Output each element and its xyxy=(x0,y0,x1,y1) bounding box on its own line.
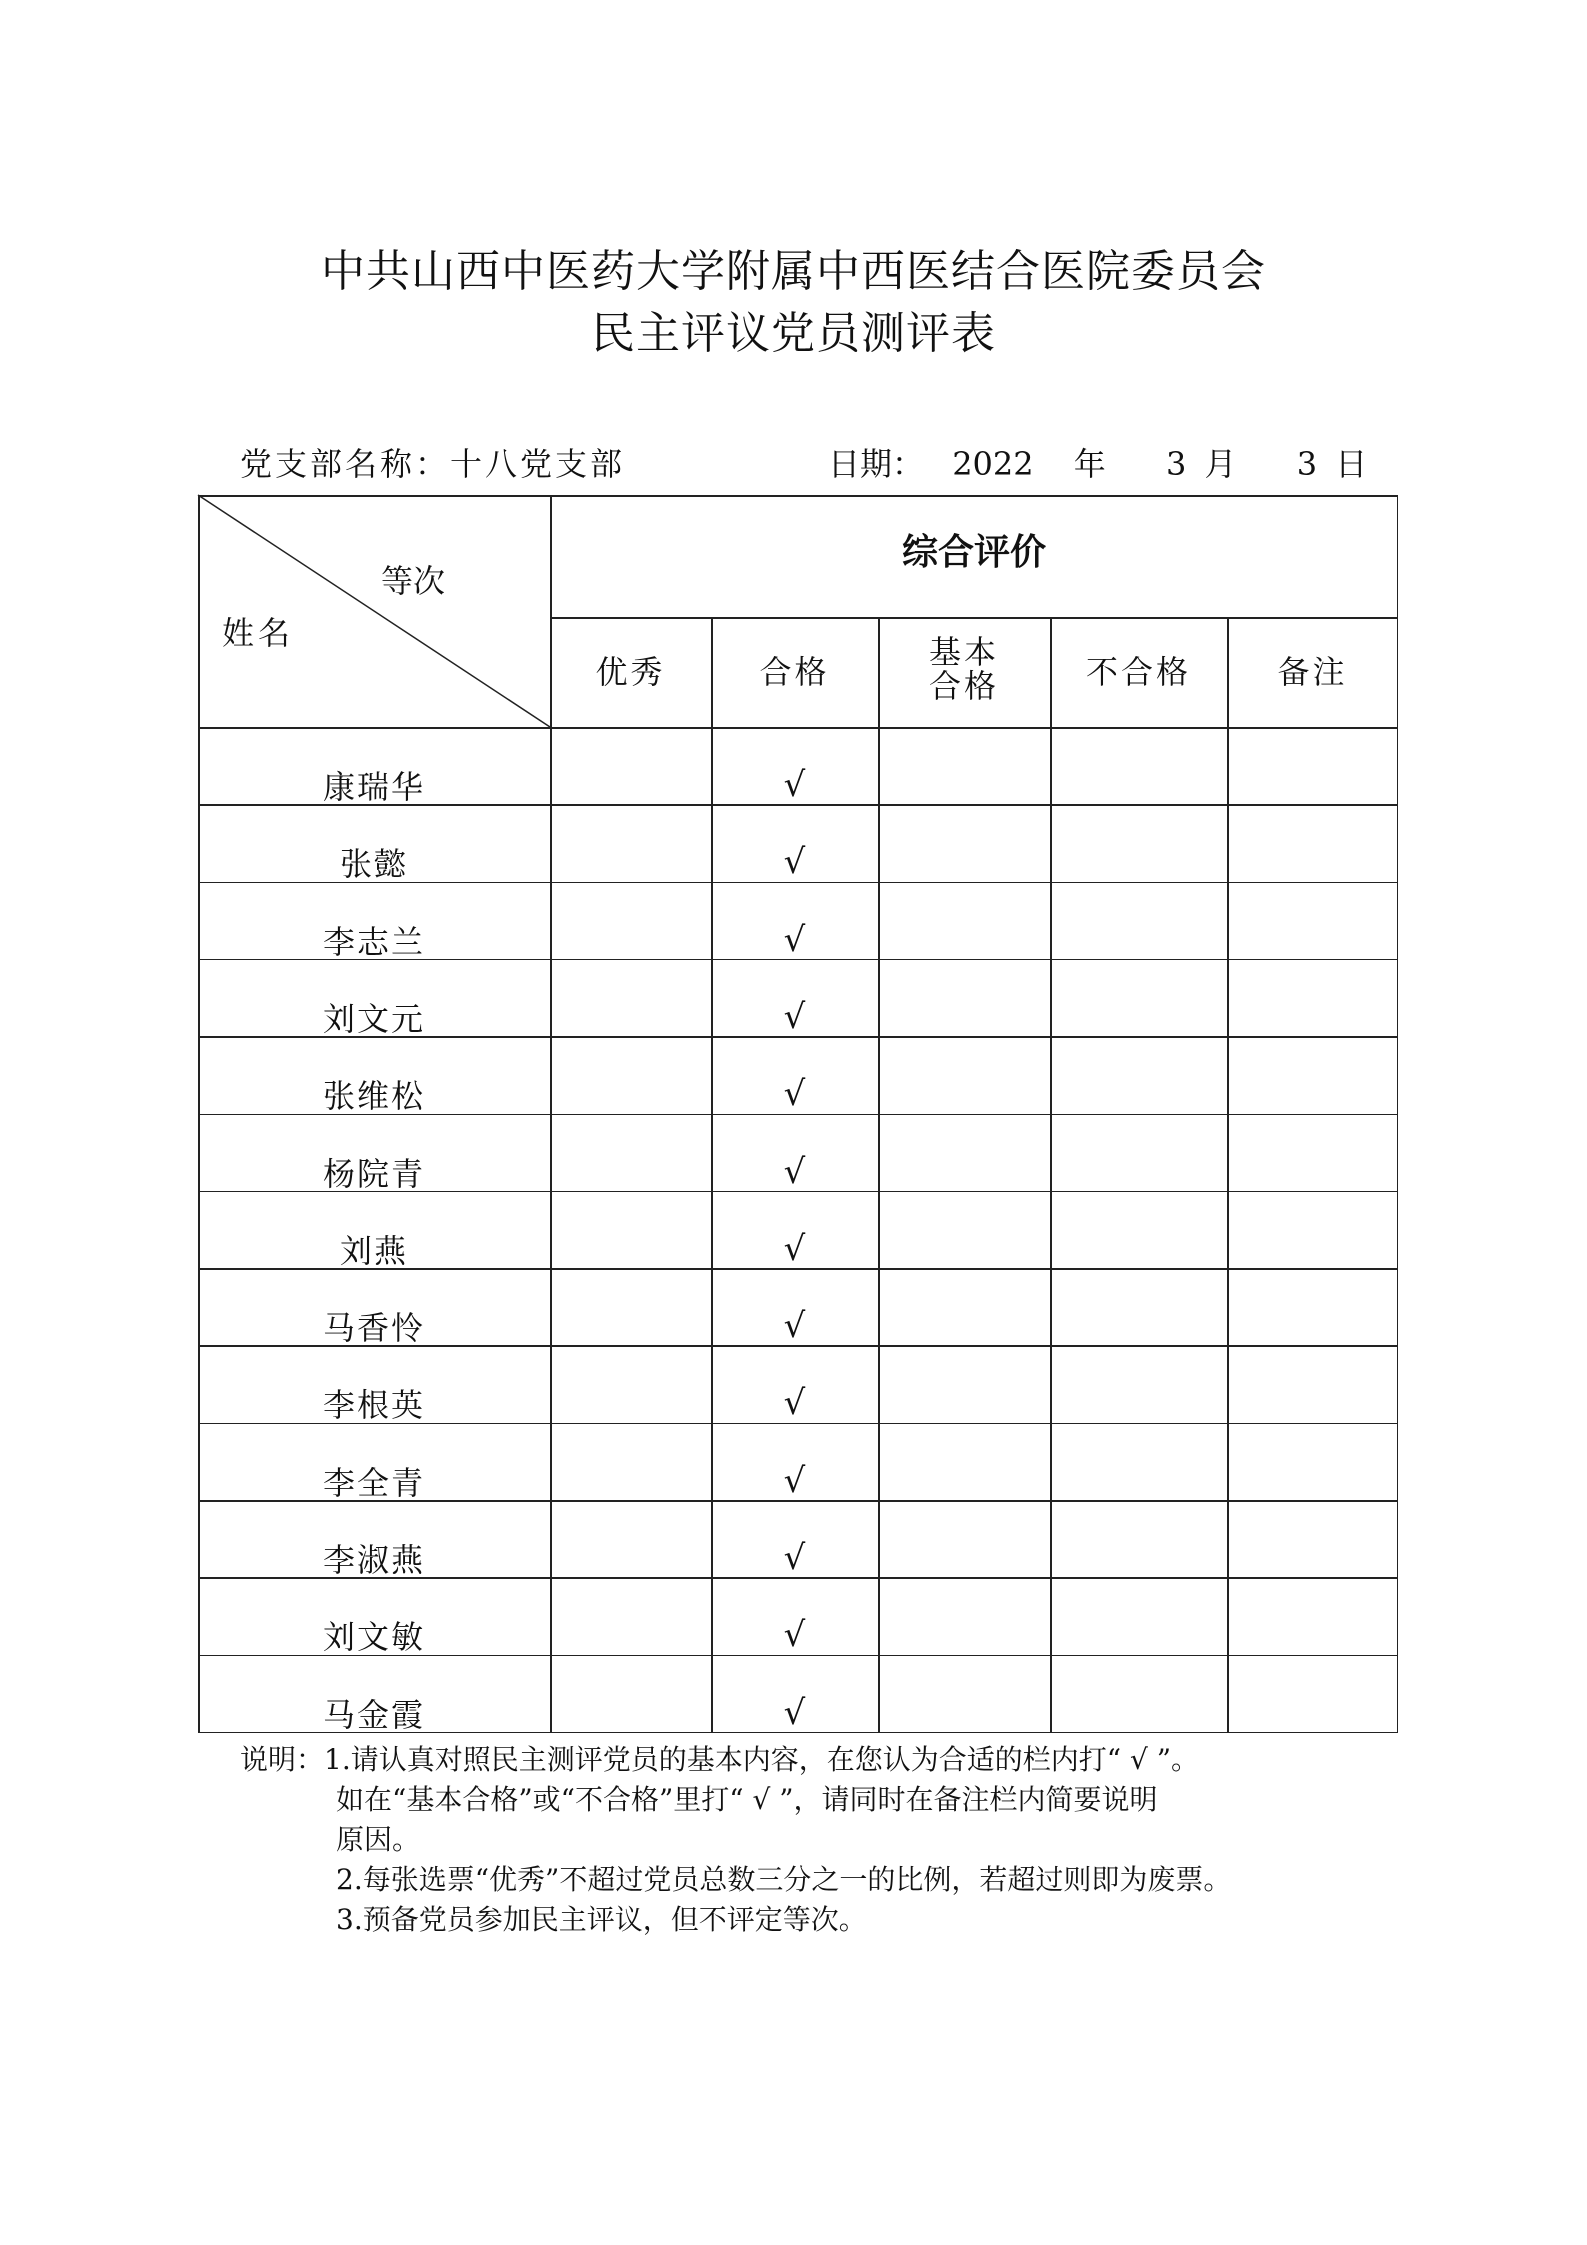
note-item-1-cont: 如在“基本合格”或“不合格”里打“ √ ”，请同时在备注栏内简要说明 xyxy=(336,1783,1158,1816)
check-mark: √ xyxy=(783,919,806,960)
check-mark: √ xyxy=(783,1228,806,1269)
table-border-top xyxy=(198,495,1398,497)
date-info xyxy=(828,442,1367,486)
column-divider xyxy=(878,617,880,1732)
member-name: 张维松 xyxy=(322,1077,425,1116)
document-title: 中共山西中医药大学附属中西医结合医院委员会 xyxy=(321,246,1266,297)
instructions xyxy=(240,1740,1390,1940)
date-month-unit: 月 xyxy=(1204,445,1237,483)
note-item-3: 3.预备党员参加民主评议，但不评定等次。 xyxy=(336,1903,867,1936)
branch-label: 党支部名称： xyxy=(240,445,451,483)
note-item-1-end: 原因。 xyxy=(336,1823,421,1856)
member-name: 马金霞 xyxy=(322,1695,425,1734)
member-name: 李志兰 xyxy=(322,922,425,961)
header-divider xyxy=(550,617,1398,619)
column-header: 基本 合格 xyxy=(928,633,999,705)
member-name: 康瑞华 xyxy=(322,768,425,806)
member-name: 李淑燕 xyxy=(322,1541,425,1579)
check-mark: √ xyxy=(783,1074,806,1115)
date-month: 3 xyxy=(1165,445,1187,483)
column-header: 备注 xyxy=(1277,653,1348,691)
check-mark: √ xyxy=(783,996,806,1037)
check-mark: √ xyxy=(783,1383,806,1424)
member-name: 张懿 xyxy=(339,845,408,884)
member-name: 李根英 xyxy=(322,1386,425,1425)
corner-name-label: 姓名 xyxy=(221,614,294,652)
check-mark: √ xyxy=(783,765,806,805)
document-subtitle: 民主评议党员测评表 xyxy=(591,308,996,359)
overall-evaluation-header: 综合评价 xyxy=(901,532,1046,573)
check-mark: √ xyxy=(783,1460,806,1501)
column-divider xyxy=(1227,617,1229,1732)
column-divider xyxy=(1050,617,1052,1732)
date-day-unit: 日 xyxy=(1335,445,1368,483)
check-mark: √ xyxy=(783,1151,806,1192)
member-name: 杨院青 xyxy=(322,1154,425,1193)
check-mark: √ xyxy=(783,1615,806,1656)
check-mark: √ xyxy=(783,1692,806,1733)
date-year-unit: 年 xyxy=(1073,445,1106,483)
column-header: 不合格 xyxy=(1085,653,1191,691)
note-item-1: 1.请认真对照民主测评党员的基本内容，在您认为合适的栏内打“ √ ”。 xyxy=(324,1743,1200,1776)
member-name: 刘文元 xyxy=(322,999,425,1038)
member-name: 马香怜 xyxy=(322,1309,425,1348)
column-header: 优秀 xyxy=(595,653,666,691)
corner-grade-label: 等次 xyxy=(380,562,445,600)
check-mark: √ xyxy=(783,842,806,883)
check-mark: √ xyxy=(783,1306,806,1347)
member-name: 李全青 xyxy=(322,1463,425,1502)
date-label: 日期： xyxy=(828,445,925,483)
note-item-2: 2.每张选票“优秀”不超过党员总数三分之一的比例，若超过则即为废票。 xyxy=(336,1863,1232,1896)
date-year: 2022 xyxy=(952,445,1034,483)
notes-label: 说明： xyxy=(240,1743,325,1776)
member-name: 刘文敏 xyxy=(322,1618,425,1657)
date-day: 3 xyxy=(1296,445,1318,483)
branch-info xyxy=(240,442,625,486)
check-mark: √ xyxy=(783,1538,806,1578)
header-border-bottom xyxy=(198,727,1398,729)
branch-value: 十八党支部 xyxy=(450,445,626,483)
member-name: 刘燕 xyxy=(339,1231,408,1270)
column-header: 合格 xyxy=(759,653,830,691)
evaluation-table xyxy=(198,495,1398,1735)
